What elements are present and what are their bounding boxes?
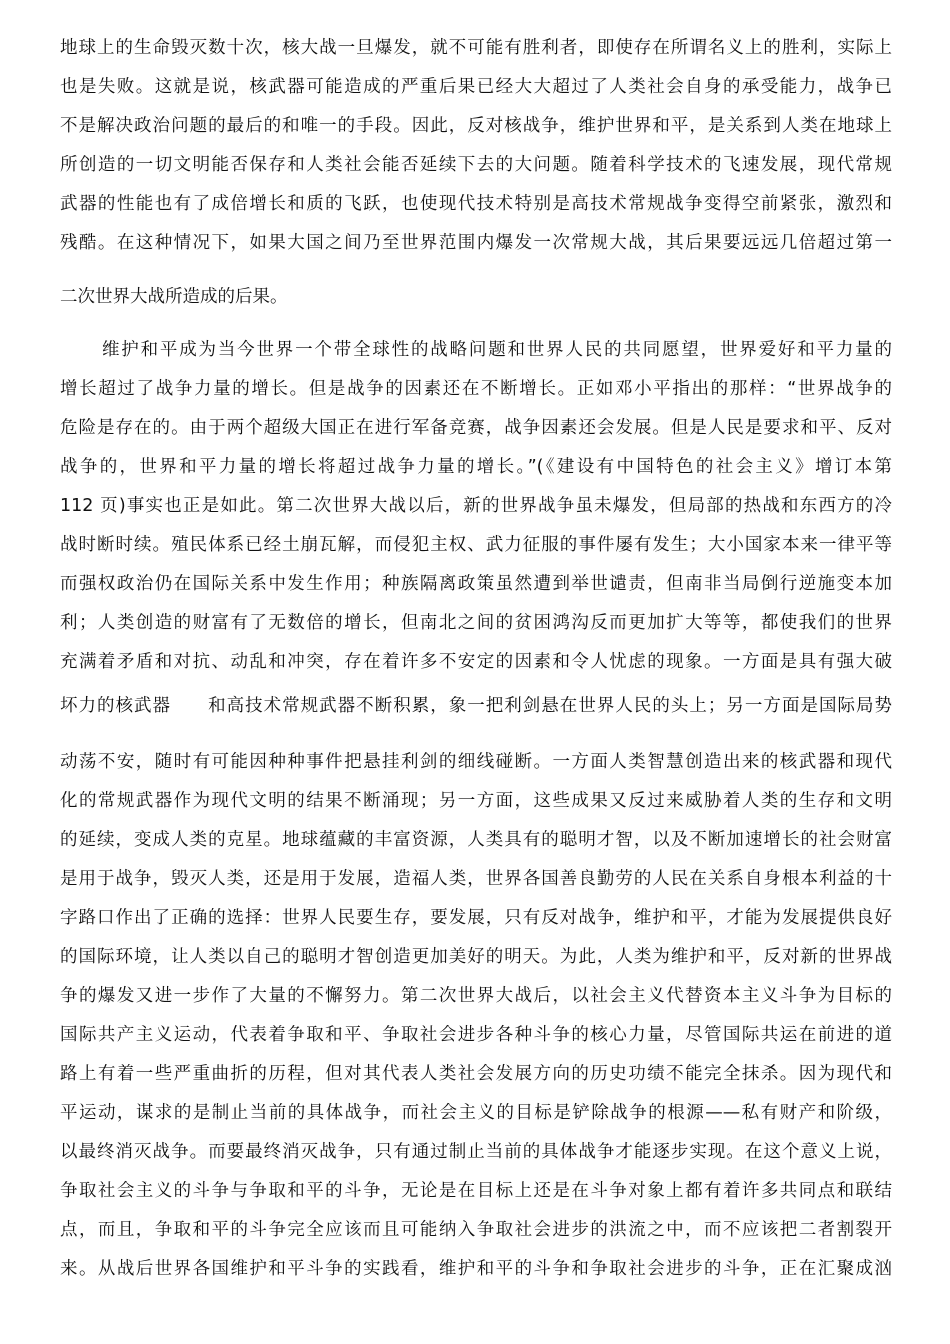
text-line: 的延续，变成人类的克星。地球蕴藏的丰富资源，人类具有的聪明才智，以及不断加速增长的社会财富 [60, 830, 892, 850]
text-line: 二次世界大战所造成的后果。 [60, 287, 288, 307]
text-line: 化的常规武器作为现代文明的结果不断涌现；另一方面，这些成果又反过来威胁着人类的生存和文明 [60, 791, 892, 811]
text-line: 来。从战后世界各国维护和平斗争的实践看，维护和平的斗争和争取社会进步的斗争，正在汇聚成汹 [60, 1259, 892, 1279]
text-line: 武器的性能也有了成倍增长和质的飞跃，也使现代技术特别是高技术常规战争变得空前紧张，激烈和 [60, 194, 892, 214]
text-line: 维护和平成为当今世界一个带全球性的战略问题和世界人民的共同愿望，世界爱好和平力量的 [102, 340, 892, 360]
text-line: 争的爆发又进一步作了大量的不懈努力。第二次世界大战后，以社会主义代替资本主义斗争为目标的 [60, 986, 892, 1006]
text-line: 路上有着一些严重曲折的历程，但对其代表人类社会发展方向的历史功绩不能完全抹杀。因为现代和 [60, 1064, 892, 1084]
text-line: 战时断时续。殖民体系已经土崩瓦解，而侵犯主权、武力征服的事件屡有发生；大小国家本来一律平等 [60, 535, 892, 555]
text-line: 增长超过了战争力量的增长。但是战争的因素还在不断增长。正如邓小平指出的那样：“世界战争的 [60, 379, 892, 399]
text-line: 以最终消灭战争。而要最终消灭战争，只有通过制止当前的具体战争才能逐步实现。在这个意义上说， [60, 1142, 892, 1162]
text-line: 所创造的一切文明能否保存和人类社会能否延续下去的大问题。随着科学技术的飞速发展，现代常规 [60, 155, 892, 175]
text-line: 而强权政治仍在国际关系中发生作用；种族隔离政策虽然遭到举世谴责，但南非当局倒行逆施变本加 [60, 574, 892, 594]
text-line: 残酷。在这种情况下，如果大国之间乃至世界范围内爆发一次常规大战，其后果要远远几倍超过第一 [60, 233, 892, 253]
text-line: 利；人类创造的财富有了无数倍的增长，但南北之间的贫困鸿沟反而更加扩大等等，都使我们的世界 [60, 613, 892, 633]
text-line: 的国际环境，让人类以自己的聪明才智创造更加美好的明天。为此，人类为维护和平，反对新的世界战 [60, 947, 892, 967]
text-line: 是用于战争，毁灭人类，还是用于发展，造福人类，世界各国善良勤劳的人民在关系自身根本利益的十 [60, 869, 892, 889]
text-line: 平运动，谋求的是制止当前的具体战争，而社会主义的目标是铲除战争的根源——私有财产和阶级， [60, 1103, 892, 1123]
text-line: 动荡不安，随时有可能因种种事件把悬挂利剑的细线碰断。一方面人类智慧创造出来的核武器和现代 [60, 752, 892, 772]
text-line: 不是解决政治问题的最后的和唯一的手段。因此，反对核战争，维护世界和平，是关系到人类在地球上 [60, 116, 892, 136]
text-line: 点，而且，争取和平的斗争完全应该而且可能纳入争取社会进步的洪流之中，而不应该把二者割裂开 [60, 1220, 892, 1240]
text-line: 112 页)事实也正是如此。第二次世界大战以后，新的世界战争虽未爆发，但局部的热战和东西方的冷 [60, 496, 892, 516]
text-line: 地球上的生命毁灭数十次，核大战一旦爆发，就不可能有胜利者，即使存在所谓名义上的胜利，实际上 [60, 38, 892, 58]
text-line: 充满着矛盾和对抗、动乱和冲突，存在着许多不安定的因素和令人忧虑的现象。一方面是具有强大破 [60, 652, 892, 672]
text-line: 坏力的核武器 和高技术常规武器不断积累，象一把利剑悬在世界人民的头上；另一方面是国际局势 [60, 696, 892, 716]
text-line: 字路口作出了正确的选择：世界人民要生存，要发展，只有反对战争，维护和平，才能为发展提供良好 [60, 908, 892, 928]
text-line: 危险是存在的。由于两个超级大国正在进行军备竞赛，战争因素还会发展。但是人民是要求和平、反对 [60, 418, 892, 438]
text-line: 争取社会主义的斗争与争取和平的斗争，无论是在目标上还是在斗争对象上都有着许多共同点和联结 [60, 1181, 892, 1201]
text-line: 也是失败。这就是说，核武器可能造成的严重后果已经大大超过了人类社会自身的承受能力，战争已 [60, 77, 892, 97]
text-line: 战争的，世界和平力量的增长将超过战争力量的增长。”(《建设有中国特色的社会主义》增订本第 [60, 457, 892, 477]
text-line: 国际共产主义运动，代表着争取和平、争取社会进步各种斗争的核心力量，尽管国际共运在前进的道 [60, 1025, 892, 1045]
